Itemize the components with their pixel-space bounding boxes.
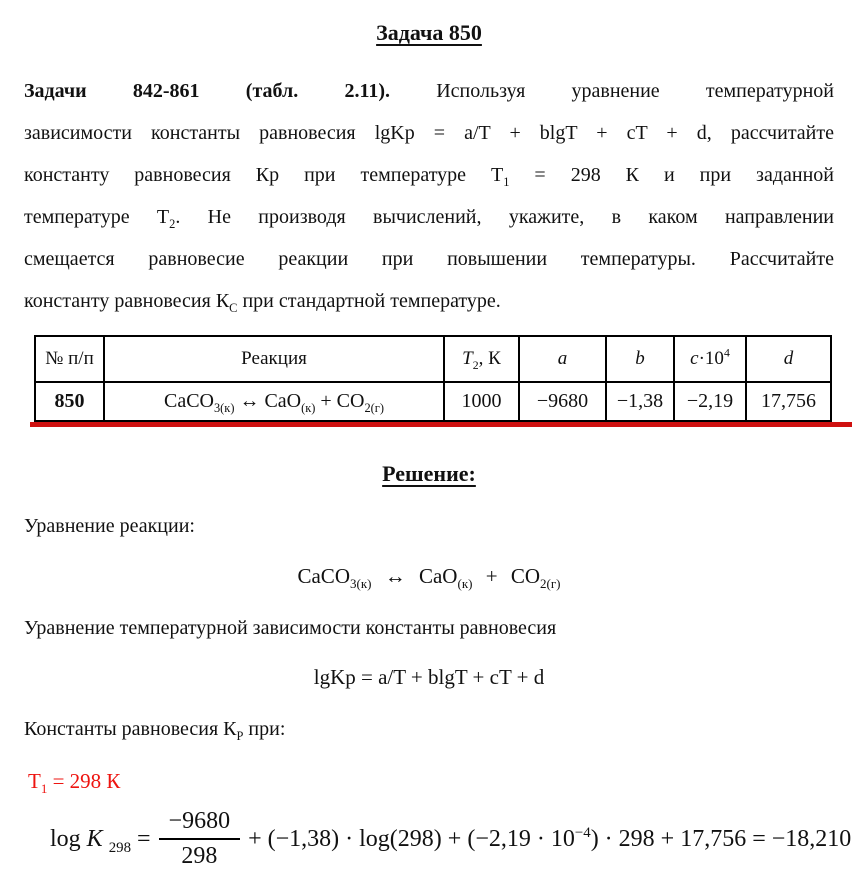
- logk298-formula: [50, 808, 852, 870]
- col-header-d: d: [746, 336, 831, 382]
- equation-label: Уравнение температурной зависимости константы равновесия: [24, 617, 557, 639]
- fraction-denominator: 298: [181, 843, 218, 869]
- problem-line-3: константу равновесия Кр при температуре $Т_1 = 298$ К и при заданной: [24, 164, 834, 189]
- problem-statement: [24, 70, 834, 322]
- col-header-number: № п/п: [35, 336, 104, 382]
- col-header-c: $c\cdot 10^4$: [674, 336, 746, 382]
- col-header-b: b: [606, 336, 674, 382]
- red-underline-rule: [30, 422, 852, 427]
- table-header-row: [35, 336, 831, 382]
- parameters-table: [34, 335, 832, 422]
- t1-condition: $Т_1 = 298$ К: [28, 769, 121, 797]
- cell-t2: 1000: [444, 382, 519, 421]
- cell-number: 850: [35, 382, 104, 421]
- reaction-label: Уравнение реакции:: [24, 515, 195, 537]
- problem-line-1: Задачи 842-861 (табл. 2.11). Используя уравнение температурной: [24, 80, 835, 102]
- cell-reaction: CaCO$_{3(к)}$ ↔ $CaO_{(к)} + CO_{2(г)}$: [104, 382, 444, 421]
- cell-d: 17,756: [746, 382, 831, 421]
- fraction-numerator: −9680: [159, 808, 241, 840]
- solution-heading: Решение:: [382, 461, 476, 486]
- cell-b: −1,38: [606, 382, 674, 421]
- col-header-a: a: [519, 336, 606, 382]
- formula-lhs: log K $_{298}$ =: [50, 825, 151, 856]
- reaction-equation: CaCO$_{3(к)}$ ↔ $CaO_{(к)} + CO_{2(г)}$: [297, 564, 561, 592]
- col-header-t2: $T_2$, К: [444, 336, 519, 382]
- constants-label: Константы равновесия $К_Р$ при:: [24, 718, 286, 743]
- temperature-equation: lgKp = a/T + blgT + cT + d: [313, 665, 545, 689]
- formula-rhs: + $(-1,38) \cdot \log(298) + (-2,19 \cdot 10^{-4}) \cdot 298 + 17,756 = -18,210$: [248, 824, 852, 852]
- col-header-reaction: Реакция: [104, 336, 444, 382]
- problem-line-2: зависимости константы равновесия lgKp = a/T + blgT + cT + d, рассчитайте: [24, 122, 834, 144]
- cell-c: −2,19: [674, 382, 746, 421]
- formula-fraction: [159, 808, 241, 870]
- table-row: [35, 382, 831, 421]
- problem-line-5: смещается равновесие реакции при повышении температуры. Рассчитайте: [24, 248, 834, 270]
- page-title: Задача 850: [376, 20, 482, 45]
- problem-line-6: константу равновесия $К_С$ при стандартной температуре.: [24, 290, 501, 315]
- problem-line-4: температуре $Т_2$. Не производя вычислений, укажите, в каком направлении: [24, 206, 834, 231]
- cell-a: −9680: [519, 382, 606, 421]
